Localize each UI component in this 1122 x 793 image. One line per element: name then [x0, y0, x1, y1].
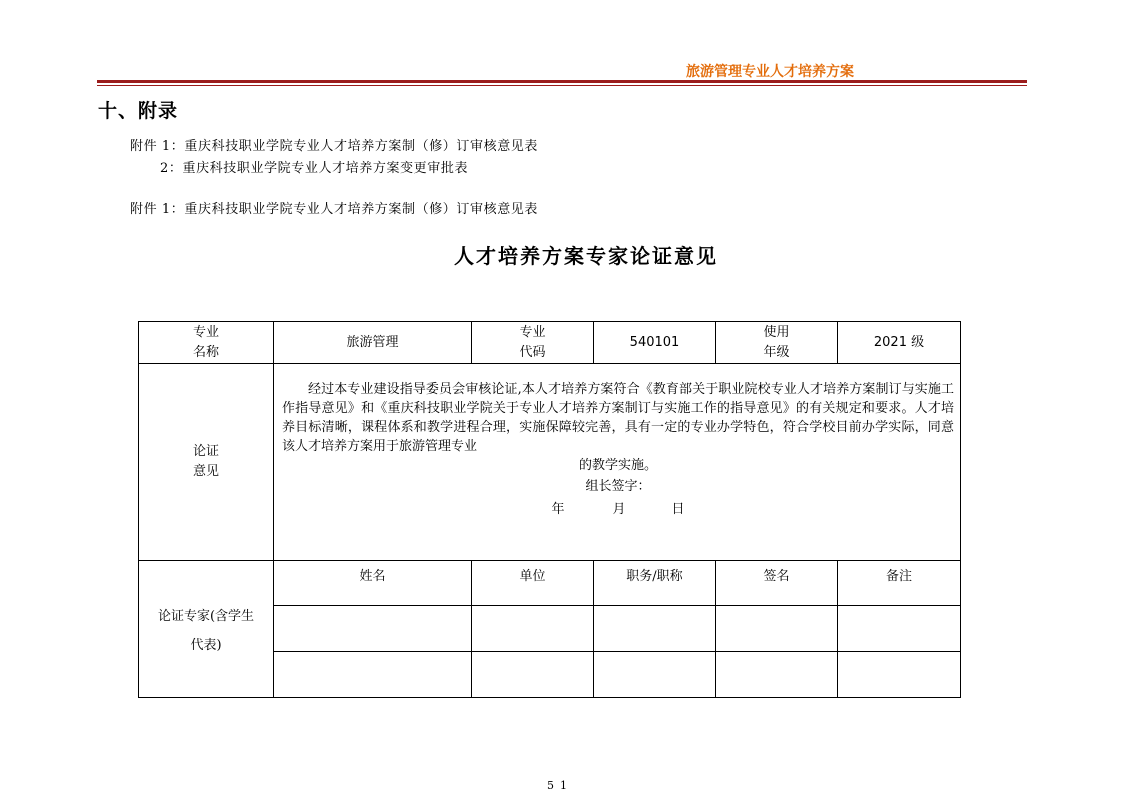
section-heading: 十、附录: [98, 100, 179, 122]
grade-label-line2: 年级: [763, 344, 790, 360]
opinion-row: [139, 364, 961, 561]
expert-remarks-cell: [838, 606, 961, 652]
page-number: 51: [547, 779, 573, 792]
expert-unit-cell: [472, 606, 594, 652]
major-code-label-cell: [472, 322, 594, 364]
grade-value: 2021 级: [838, 322, 961, 364]
column-header-signature: 签名: [716, 561, 838, 606]
opinion-label-line1: 论证: [192, 444, 219, 459]
major-name-label-line2: 名称: [192, 344, 219, 360]
opinion-label-line2: 意见: [192, 464, 219, 479]
date-day: 日: [671, 502, 685, 517]
attachment-line-3: 附件 1：重庆科技职业学院专业人才培养方案制（修）订审核意见表: [130, 202, 539, 217]
major-code-label-line2: 代码: [519, 344, 546, 360]
info-row: [139, 322, 961, 364]
major-code-value: 540101: [594, 322, 716, 364]
signature-label: 组长签字：: [585, 479, 651, 494]
date-line: [282, 498, 954, 521]
expert-unit-cell: [472, 652, 594, 698]
date-month: 月: [612, 502, 626, 517]
experts-label-line1: 论证专家(含学生: [157, 609, 255, 624]
column-header-remarks: 备注: [838, 561, 961, 606]
expert-signature-cell: [716, 606, 838, 652]
header-title: 旅游管理专业人才培养方案: [686, 64, 854, 80]
column-header-name: 姓名: [274, 561, 472, 606]
expert-name-cell: [274, 652, 472, 698]
header-rule-thick: [97, 80, 1027, 83]
document-title: 人才培养方案专家论证意见: [454, 244, 718, 268]
column-header-unit: 单位: [472, 561, 594, 606]
expert-title-cell: [594, 652, 716, 698]
experts-header-row: [139, 561, 961, 606]
grade-label-line1: 使用: [763, 324, 790, 340]
expert-signature-cell: [716, 652, 838, 698]
opinion-content-cell: [274, 364, 961, 561]
opinion-label-cell: [139, 364, 274, 561]
date-year: 年: [551, 502, 565, 517]
major-name-value: 旅游管理: [274, 322, 472, 364]
major-code-label-line1: 专业: [519, 324, 546, 340]
opinion-text: 经过本专业建设指导委员会审核论证,本人才培养方案符合《教育部关于职业院校专业人才培养方案制订与实施工作指导意见》和《重庆科技职业学院关于专业人才培养方案制订与实施工作的指导意见》的有关规定和要求。人才培养目标清晰，课程体系和教学进程合理，实施保障较完善，具有一定的专业办学特色，符合学校目前办学实际，同意该人才培养方案用于旅游管理专业: [282, 382, 954, 454]
review-form-table: [138, 321, 961, 698]
attachment-line-2: 2：重庆科技职业学院专业人才培养方案变更审批表: [160, 161, 469, 176]
header-rule-thin: [97, 85, 1027, 86]
opinion-tail: 的教学实施。: [578, 458, 657, 473]
attachment-line-1: 附件 1：重庆科技职业学院专业人才培养方案制（修）订审核意见表: [130, 139, 539, 154]
major-name-label-line1: 专业: [192, 324, 219, 340]
expert-title-cell: [594, 606, 716, 652]
expert-name-cell: [274, 606, 472, 652]
experts-label-line2: 代表): [190, 638, 222, 653]
column-header-title: 职务/职称: [594, 561, 716, 606]
grade-label-cell: [716, 322, 838, 364]
expert-remarks-cell: [838, 652, 961, 698]
major-name-label-cell: [139, 322, 274, 364]
experts-label-cell: [139, 561, 274, 698]
